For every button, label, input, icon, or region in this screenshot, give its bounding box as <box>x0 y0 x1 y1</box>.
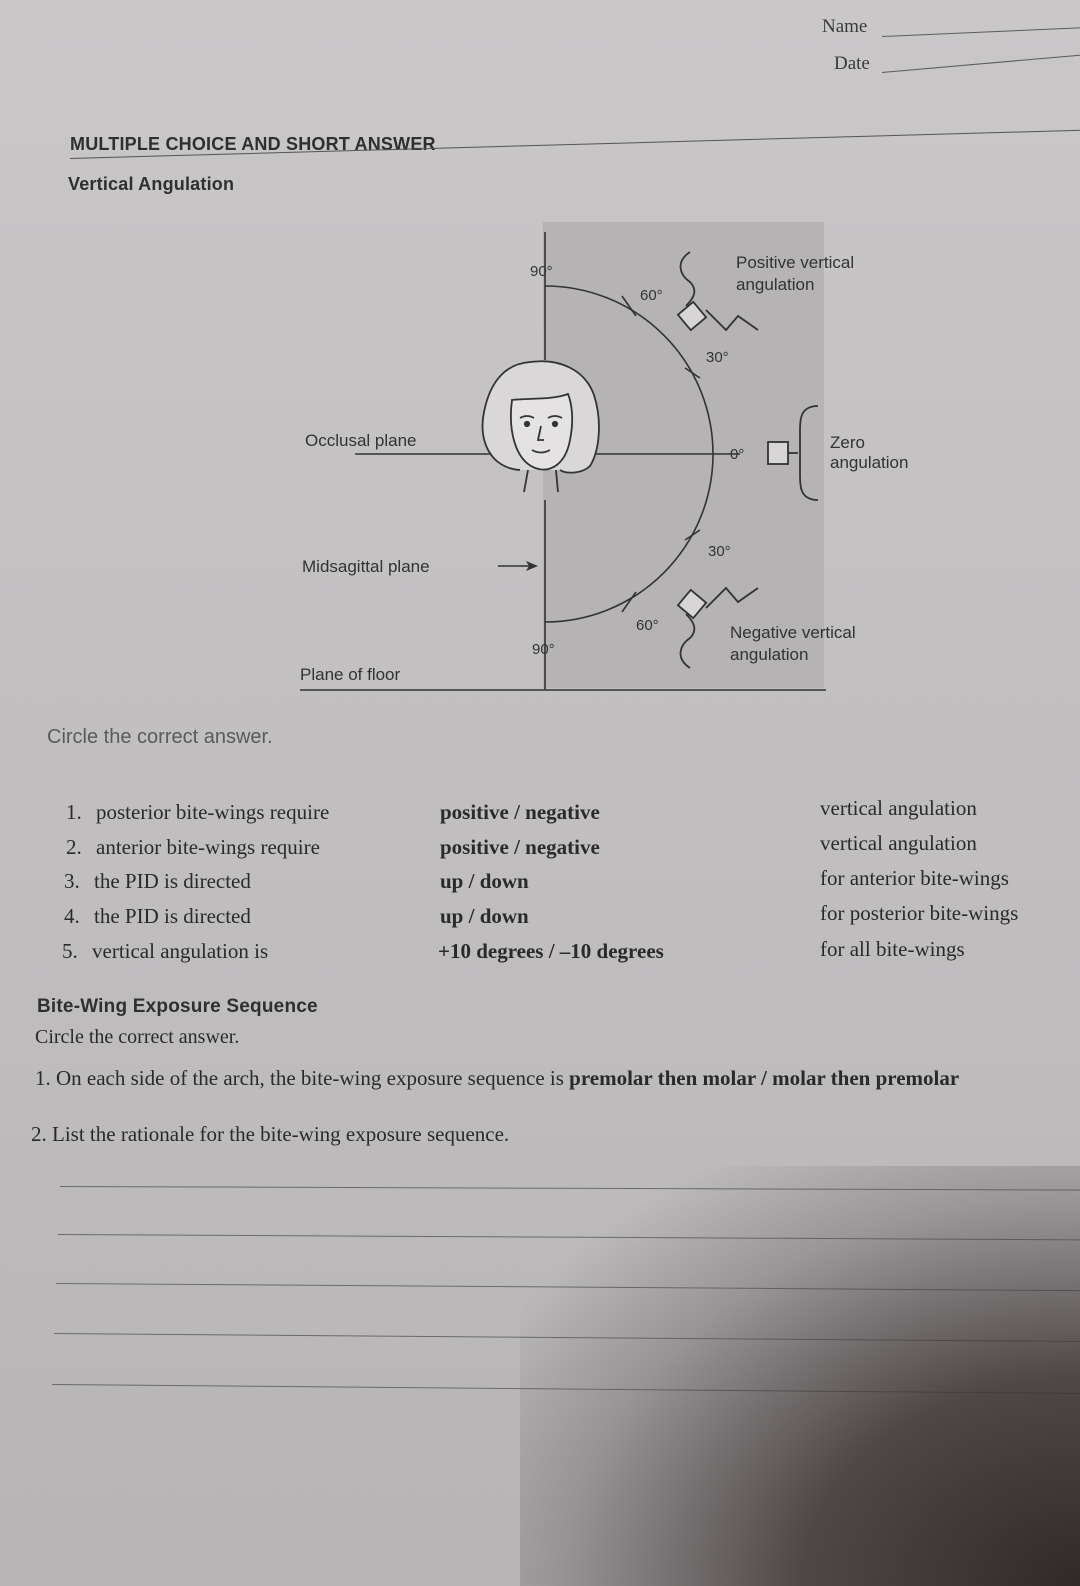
question-row <box>0 796 1080 834</box>
question-row <box>0 901 1080 938</box>
answer-line[interactable] <box>60 1186 1080 1191</box>
label-60-top: 60° <box>640 287 663 304</box>
occlusal-plane-label: Occlusal plane <box>305 431 417 450</box>
photo-shadow <box>520 1166 1080 1586</box>
answer-choice[interactable]: +10 degrees / –10 degrees <box>438 939 664 963</box>
question-tail: vertical angulation <box>820 831 977 855</box>
answer-choice[interactable]: positive / negative <box>440 835 600 859</box>
label-30-top: 30° <box>706 349 729 366</box>
question-row <box>0 939 1080 973</box>
section-subtitle: Vertical Angulation <box>68 174 235 194</box>
date-label: Date <box>834 53 870 74</box>
label-90-top: 90° <box>530 263 553 280</box>
label-0: 0° <box>730 446 745 463</box>
question-number: 2. <box>66 835 82 859</box>
positive-label-line2: angulation <box>736 275 815 294</box>
negative-label-line1: Negative vertical <box>730 623 856 642</box>
bitewing-question-1 <box>35 1066 1080 1091</box>
midsagittal-plane-label: Midsagittal plane <box>302 557 430 576</box>
question-row <box>0 866 1080 903</box>
bitewing-answer-choice[interactable]: premolar then molar / molar then premolar <box>569 1066 960 1090</box>
floor-plane-label: Plane of floor <box>300 665 401 684</box>
name-label: Name <box>822 16 868 37</box>
question-tail: for anterior bite-wings <box>820 866 1009 890</box>
zero-label-line1: Zero <box>830 433 865 452</box>
label-30-bottom: 30° <box>708 543 731 560</box>
question-text: posterior bite-wings require <box>96 800 330 824</box>
section-title: MULTIPLE CHOICE AND SHORT ANSWER <box>70 134 436 154</box>
bitewing-question-2: 2. List the rationale for the bite-wing exposure sequence. <box>31 1122 510 1146</box>
question-row <box>0 831 1080 869</box>
positive-label-line1: Positive vertical <box>736 253 855 272</box>
answer-choice[interactable]: up / down <box>440 904 529 928</box>
answer-line[interactable] <box>54 1333 1080 1342</box>
question-text: anterior bite-wings require <box>96 835 320 859</box>
answer-line[interactable] <box>52 1384 1080 1394</box>
question-tail: for all bite-wings <box>820 937 965 961</box>
question-text: vertical angulation is <box>92 939 269 963</box>
question-number: 5. <box>62 939 78 963</box>
zero-label-line2: angulation <box>830 453 909 472</box>
answer-choice[interactable]: up / down <box>440 869 529 893</box>
question-text: the PID is directed <box>94 904 251 928</box>
bitewing-instructions: Circle the correct answer. <box>35 1026 240 1048</box>
question-tail: vertical angulation <box>820 796 977 820</box>
question-number: 3. <box>64 869 80 893</box>
bitewing-title: Bite-Wing Exposure Sequence <box>37 996 318 1017</box>
vertical-angulation-diagram <box>0 0 1080 720</box>
answer-choice[interactable]: positive / negative <box>440 800 600 824</box>
question-number: 1. <box>66 800 82 824</box>
label-90-bottom: 90° <box>532 641 555 658</box>
question-tail: for posterior bite-wings <box>820 901 1019 925</box>
question-number: 4. <box>64 904 80 928</box>
label-60-bottom: 60° <box>636 617 659 634</box>
negative-label-line2: angulation <box>730 645 809 664</box>
question-text: the PID is directed <box>94 869 251 893</box>
instructions: Circle the correct answer. <box>47 726 273 748</box>
answer-line[interactable] <box>56 1283 1080 1291</box>
bitewing-question-1-text: 1. On each side of the arch, the bite-wing exposure sequence is <box>35 1066 570 1090</box>
answer-line[interactable] <box>58 1234 1080 1240</box>
